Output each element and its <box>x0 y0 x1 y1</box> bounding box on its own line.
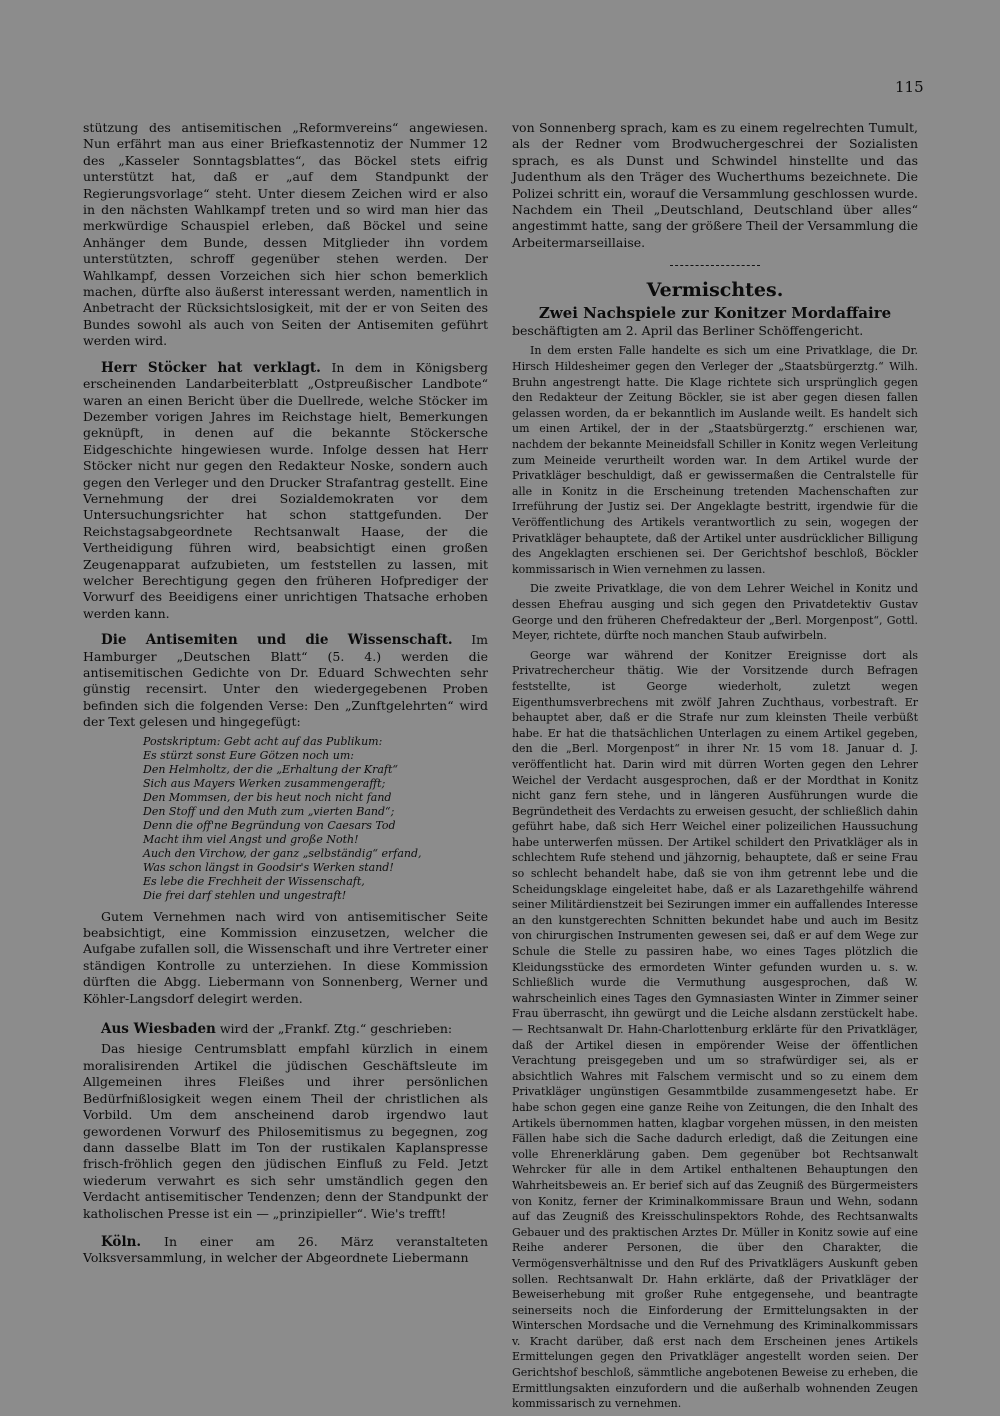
stoecker-article <box>83 360 488 623</box>
poem <box>143 735 488 903</box>
wiesbaden-text: Das hiesige Centrumsblatt empfahl kürzlich in einem moralisirenden Artikel die jüdischen Geschäftsleute im Allgemeinen ihres Fleißes und ihrer persönlichen Bedürfnißlosigkeit wegen einem Theil der christlichen als Vorbild. Um dem anscheinend darob irgendwo laut gewordenen Vorwurf des Philosemitismus zu begegnen, zog dann dasselbe Blatt im Ton der rustikalen Kaplanspresse frisch-fröhlich gegen den jüdischen Einfluß zu Feld. Jetzt wiederum verwahrt es sich sehr umständlich gegen den Verdacht antisemitischer Tendenzen; denn der Standpunkt der katholischen Presse ist ein — „prinzipieller“. Wie's trefft! <box>83 1041 488 1221</box>
stoecker-text: In dem in Königsberg erscheinenden Landarbeiterblatt „Ostpreußischer Landbote“ waren an einen Bericht über die Duellrede, welche Stöcker im Dezember vorigen Jahres im Reichstage hielt, Bemerkungen geknüpft, in denen auf die bekannte Stöckersche Eidgeschichte hingewiesen wurde. Infolge dessen hat Herr Stöcker nicht nur gegen den Redakteur Noske, sondern auch gegen den Verleger und den Drucker Strafantrag gestellt. Eine Vernehmung der drei Sozialdemokraten vor dem Untersuchungsrichter hat schon stattgefunden. Der Reichstagsabgeordnete Rechtsanwalt Haase, der die Vertheidigung führen wird, beabsichtigt einen großen Zeugenapparat aufzubieten, um feststellen zu lassen, mit welcher Berechtigung gegen den früheren Hofprediger der Vorwurf des Beeidigens einer unrichtigen Thatsache erhoben werden kann. <box>83 359 488 621</box>
wissenschaft-text: Im Hamburger „Deutschen Blatt“ (5. 4.) werden die antisemitischen Gedichte von Dr. Eduard Schwechten sehr günstig recensirt. Unter den wiedergegebenen Proben befinden sich die folgenden Verse: Den „Zunftgelehrten“ wird der Text gelesen und hingegefügt: <box>83 632 488 730</box>
continuation-paragraph: von Sonnenberg sprach, kam es zu einem regelrechten Tumult, als der Redner vom Brodwuchergeschrei der Sozialisten sprach, es als Dunst und Schwindel hinstellte und das Judenthum als den Träger des Wucherthums bezeichnete. Die Polizei schritt ein, worauf die Versammlung geschlossen wurde. Nachdem ein Theil „Deutschland, Deutschland über alles“ angestimmt hatte, sang der größere Theil der Versammlung die Arbeitermarseillaise. <box>512 120 918 250</box>
poem-line: Denn die off'ne Begründung von Caesars Tod <box>143 818 396 832</box>
intro-paragraph: stützung des antisemitischen „Reformvereins“ angewiesen. Nun erfährt man aus einer Briefkastennotiz der Nummer 12 des „Kasseler Sonntagsblattes“, das Böckel stets eifrig unterstützt hat, daß er „auf dem Standpunkt der Regierungsvorlage“ steht. Unter diesem Zeichen wird er also in den nächsten Wahlkampf treten und so wird man hier das merkwürdige Schauspiel erleben, daß Böckel und seine Anhänger dem Bunde, dessen Mitglieder ihn vordem unterstützten, schroff gegenüber stehen werden. Der Wahlkampf, dessen Vorzeichen sich hier schon bemerklich machen, dürfte also äußerst interessant werden, namentlich in Anbetracht der Rücksichtslosigkeit, mit der er von Seiten des Bundes sowohl als auch von Seiten der Antisemiten geführt werden wird. <box>83 120 488 349</box>
page-number: 115 <box>895 78 924 96</box>
poem-line: Es lebe die Frechheit der Wissenschaft, <box>143 874 365 888</box>
konitz-heading: Zwei Nachspiele zur Konitzer Mordaffaire <box>538 303 892 322</box>
koeln-article <box>83 1234 488 1267</box>
wissenschaft-heading: Die Antisemiten und die Wissenschaft. <box>101 632 453 649</box>
section-title: Vermischtes. <box>646 279 784 302</box>
koeln-text: In einer am 26. März veranstalteten Volksversammlung, in welcher der Abgeordnete Liebermann <box>83 1233 488 1266</box>
poem-line: Postskriptum: Gebt acht auf das Publikum: <box>143 734 383 748</box>
konitz-paragraph: George war während der Konitzer Ereignisse dort als Privatrecherchеur thätig. Wie der Vorsitzende durch Befragen feststellte, ist George wiederholt, zuletzt wegen Eigenthumsverbrechens mit zwölf Jahren Zuchthaus, vorbestraft. Er behauptet aber, daß er die Strafe nur zum kleinsten Theile verbüßt habe. Er hat die thatsächlichen Unterlagen zu einem Artikel gegeben, den die „Berl. Morgenpost“ in ihrer Nr. 15 vom 18. Januar d. J. veröffentlicht hat. Darin wird mit dürren Worten gegen den Lehrer Weichel der Verdacht ausgesprochen, daß er der Mordthat in Konitz nicht ganz fern stehe, und in längeren Ausführungen wurde die Begründetheit des Verdachts zu erweisen gesucht, der schließlich dahin geführt habe, daß sich Herr Weichel einer polizeilichen Haussuchung habe unterwerfen müssen. Der Artikel schildert den Privatkläger als in schlechtem Rufe stehend und jähzornig, behauptete, daß er seine Frau so schlecht behandelt habe, daß sie von ihm getrennt lebe und die Scheidungsklage eingeleitet habe, daß er als Lazarethgehilfe während seiner Militärdienstzeit bei Sezirungen immer ein auffallendes Interesse an den kunstgerechten Schnitten bekundet habe und auch im Besitz von chirurgischen Instrumenten gewesen sei, daß er auf dem Wege zur Schule die Stelle zu passiren habe, wo eines Tages plötzlich die Kleidungsstücke des ermordeten Winter gefunden wurden u. s. w. Schließlich wurde die Vermuthung ausgesprochen, daß W. wahrscheinlich eines Tages den Gymnasiasten Winter in Zimmer seiner Frau überrascht, ihn gewürgt und die Leiche alsdann zerstückelt habe. — Rechtsanwalt Dr. Hahn-Charlottenburg erklärte für den Privatkläger, daß der Artikel diesen in empörender Weise der öffentlichen Verachtung preisgegeben und um so strafwürdiger sei, als er absichtlich Wahres mit Falschem vermischt und so zu einem dem Privatkläger ungünstigen Gesammtbilde zusammengesetzt habe. Er habe schon gegen eine ganze Reihe von Zeitungen, die den Inhalt des Artikels übernommen hatten, klagbar vorgehen müssen, in den meisten Fällen habe sich die Sache dadurch erledigt, daß die Zeitungen eine volle Ehrenerklärung gaben. Dem gegenüber bot Rechtsanwalt Wehrcker für alle in dem Artikel enthaltenen Behauptungen den Wahrheitsbeweis an. Er berief sich auf das Zeugniß des Bürgermeisters von Konitz, ferner der Kriminalkommissare Braun und Wehn, sodann auf das Zeugniß des Kreisschulinspektors Rohde, des Rechtsanwalts Gebauer und des praktischen Arztes Dr. Müller in Konitz sowie auf eine Reihe anderer Personen, die über den Charakter, die Vermögensverhältnisse und den Ruf des Privatklägers Auskunft geben sollen. Rechtsanwalt Dr. Hahn erklärte, daß der Privatkläger der Beweiserhebung mit großer Ruhe entgegensehe, und beantragte seinerseits noch die Einforderung der Ermittelungsakten in der Winterschen Mordsache und die Vernehmung des Kriminalkommissars v. Kracht darüber, daß erst nach dem Erscheinen jenes Artikels Ermittelungen gegen den Privatkläger angestellt worden seien. Der Gerichtshof beschloß, sämmtliche angebotenen Beweise zu erheben, die Ermittlungsakten einzufordern und die außerhalb wohnenden Zeugen kommissarisch zu vernehmen. <box>512 648 918 1411</box>
konitz-paragraph: Die zweite Privatklage, die von dem Lehrer Weichel in Konitz und dessen Ehefrau ausging und sich gegen den Privatdetektiv Gustav George und den früheren Chefredakteur der „Berl. Morgenpost“, Gottl. Meyer, richtete, dürfte noch manchen Staub aufwirbeln. <box>512 582 918 643</box>
section-divider <box>670 265 760 266</box>
stoecker-heading: Herr Stöcker hat verklagt. <box>101 359 321 376</box>
poem-line: Den Helmholtz, der die „Erhaltung der Kraft“ <box>143 762 398 776</box>
wissenschaft-article <box>83 632 488 730</box>
poem-line: Die frei darf stehlen und ungestraft! <box>143 888 347 902</box>
poem-line: Den Mommsen, der bis heut noch nicht fand <box>143 790 392 804</box>
poem-line: Sich aus Mayers Werken zusammengerafft; <box>143 776 386 790</box>
poem-line: Was schon längst in Goodsir's Werken stand! <box>143 860 394 874</box>
wiesbaden-article <box>83 1021 488 1037</box>
poem-line: Auch den Virchow, der ganz „selbständig“ erfand, <box>143 846 422 860</box>
poem-line: Es stürzt sonst Eure Götzen noch um: <box>143 748 354 762</box>
poem-line: Macht ihm viel Angst und große Noth! <box>143 832 359 846</box>
koeln-heading: Köln. <box>101 1233 142 1250</box>
wiesbaden-heading: Aus Wiesbaden <box>101 1021 216 1038</box>
wiesbaden-lead: wird der „Frankf. Ztg.“ geschrieben: <box>219 1021 453 1037</box>
left-column <box>83 120 488 1271</box>
wissenschaft-after: Gutem Vernehmen nach wird von antisemitischer Seite beabsichtigt, eine Kommission einzusetzen, welcher die Aufgabe zufallen soll, die Wissenschaft und ihre Vertreter einer ständigen Kontrolle zu unterziehen. In diese Kommission dürften die Abgg. Liebermann von Sonnenberg, Werner und Köhler-Langsdorf delegirt werden. <box>83 908 488 1006</box>
konitz-lead: beschäftigten am 2. April das Berliner Schöffengericht. <box>512 323 864 339</box>
right-column <box>512 120 918 1416</box>
konitz-paragraph: In dem ersten Falle handelte es sich um eine Privatklage, die Dr. Hirsch Hildesheimer gegen den Verleger der „Staatsbürgerztg.“ Wilh. Bruhn angestrengt hatte. Die Klage richtete sich ursprünglich gegen den Redakteur der Zeitung Böckler, sie ist aber gegen diesen fallen gelassen worden, da er bekanntlich im Auslande weilt. Es handelt sich um einen Artikel, der in der „Staatsbürgerztg.“ erschienen war, nachdem der bekannte Meineidsfall Schiller in Konitz wegen Verleitung zum Meineide verurtheilt worden war. In dem Artikel wurde der Privatkläger beschuldigt, daß er gewissermaßen die Centralstelle für alle in Konitz in die Erscheinung tretenden Machenschaften zur Irreführung der Justiz sei. Der Angeklagte bestritt, irgendwie für die Veröffentlichung des Artikels verantwortlich zu sein, wogegen der Privatkläger behauptete, daß der Artikel unter ausdrücklicher Billigung des Angeklagten erschienen sei. Der Gerichtshof beschloß, Böckler kommissarisch in Wien vernehmen zu lassen. <box>512 344 918 576</box>
poem-line: Den Stoff und den Muth zum „vierten Band“; <box>143 804 395 818</box>
